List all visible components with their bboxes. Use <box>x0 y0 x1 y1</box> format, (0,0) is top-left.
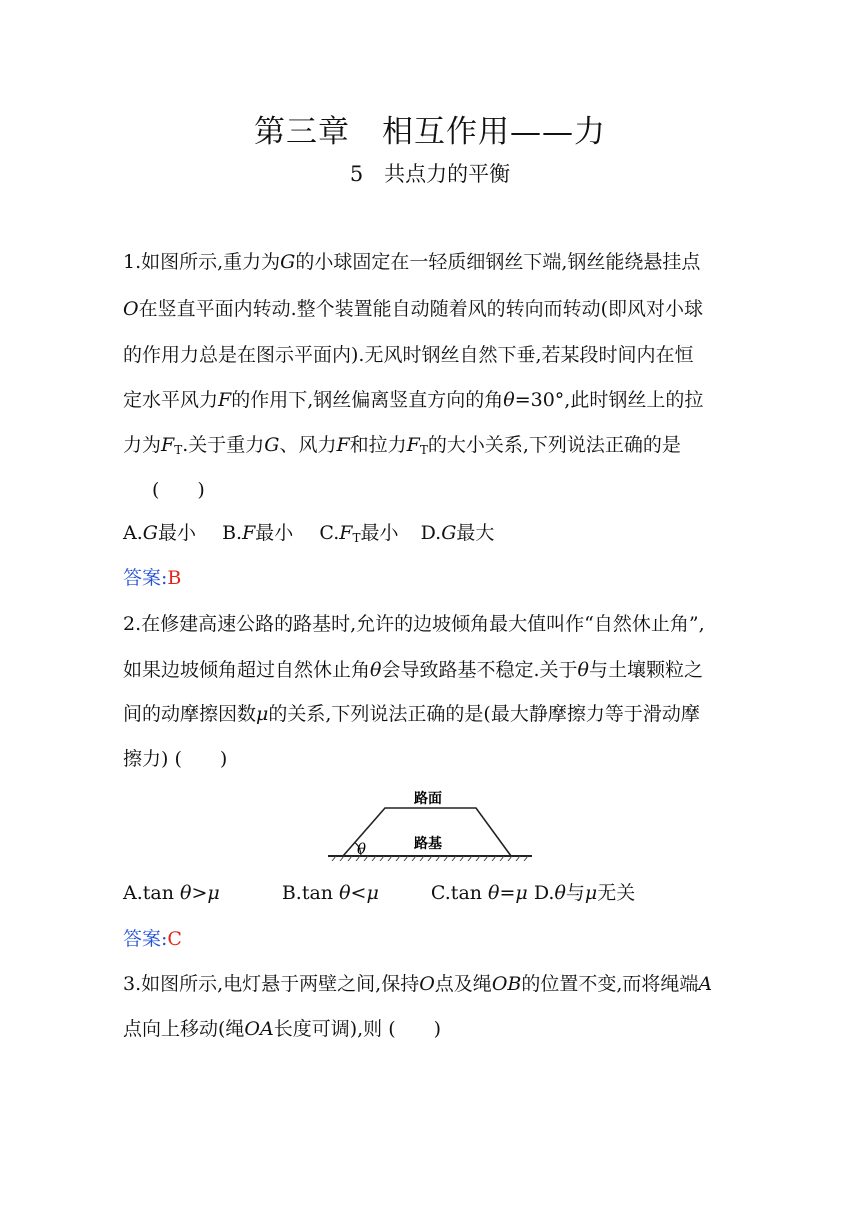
q3-line-2: 点向上移动(绳OA长度可调),则 ( ) <box>123 1018 442 1040</box>
q1-answer-value: B <box>167 567 182 589</box>
q1-line-2: O在竖直平面内转动.整个装置能自动随着风的转向而转动(即风对小球 <box>123 298 704 320</box>
roadbed-diagram <box>328 783 534 863</box>
chapter-title: 第三章 相互作用——力 <box>254 114 606 150</box>
q2-option-a: A.tan θ>μ <box>123 882 220 904</box>
q2-option-d: D.θ与μ无关 <box>533 882 636 904</box>
q1-option-b: B.F最小 <box>222 522 294 544</box>
q2-option-c: C.tan θ=μ <box>430 882 528 904</box>
q2-option-b: B.tan θ<μ <box>281 882 379 904</box>
q2-line-1: 2.在修建高速公路的路基时,允许的边坡倾角最大值叫作“自然休止角”, <box>123 613 705 635</box>
q2-line-4: 擦力) ( ) <box>123 748 228 770</box>
q1-option-a: A.G最小 <box>123 522 196 544</box>
q1-line-1: 1.如图所示,重力为G的小球固定在一轻质细钢丝下端,钢丝能绕悬挂点 <box>123 251 701 273</box>
q1-option-d: D.G最大 <box>420 522 495 544</box>
q1-answer: 答案:B <box>123 567 182 589</box>
angle-label: θ <box>357 840 367 858</box>
q1-options <box>123 524 494 544</box>
q2-options <box>123 884 635 903</box>
section-title: 5 共点力的平衡 <box>349 162 511 186</box>
q1-answer-bracket: ( ) <box>152 479 205 501</box>
q3-line-1: 3.如图所示,电灯悬于两壁之间,保持O点及绳OB的位置不变,而将绳端A <box>123 973 713 995</box>
q1-line-4: 定水平风力F的作用下,钢丝偏离竖直方向的角θ=30°,此时钢丝上的拉 <box>123 389 704 411</box>
road-surface-label: 路面 <box>414 791 442 807</box>
q2-line-3: 间的动摩擦因数μ的关系,下列说法正确的是(最大静摩擦力等于滑动摩 <box>123 703 700 725</box>
q2-answer-value: C <box>167 928 182 950</box>
roadbed-label: 路基 <box>414 836 442 852</box>
q2-answer: 答案:C <box>123 928 182 950</box>
q2-line-2: 如果边坡倾角超过自然休止角θ会导致路基不稳定.关于θ与土壤颗粒之 <box>123 659 703 681</box>
q1-line-3: 的作用力总是在图示平面内).无风时钢丝自然下垂,若某段时间内在恒 <box>123 344 694 366</box>
q1-option-c: $C.F_T$最小 <box>319 522 399 545</box>
q1-line-5: 力为$F_T$.关于重力G、风力F和拉力$F_T$的大小关系,下列说法正确的是 <box>123 434 681 457</box>
